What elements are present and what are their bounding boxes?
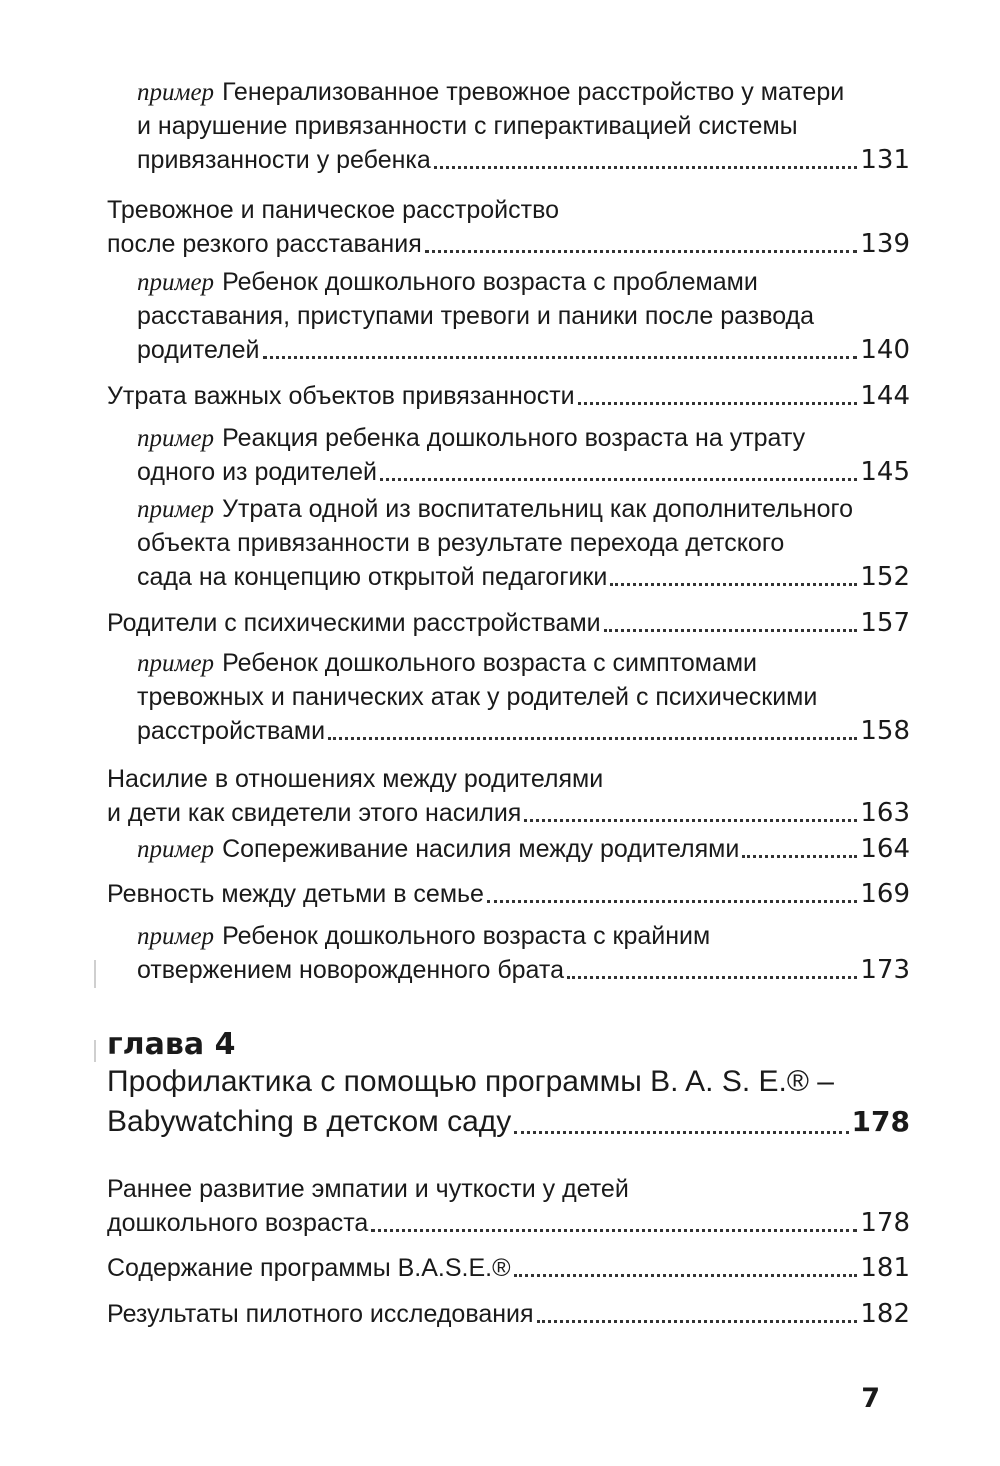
toc-entry-last-line xyxy=(137,832,910,866)
toc-entry-last-line xyxy=(107,1251,910,1285)
toc-page-number: 144 xyxy=(860,381,910,411)
chapter-title xyxy=(107,1062,910,1142)
toc-entry-text: одного из родителей xyxy=(137,458,377,486)
toc-entry-text: Реакция ребенка дошкольного возраста на утрату xyxy=(222,424,806,452)
toc-entry-last-line xyxy=(137,455,910,489)
toc-entry-last-line xyxy=(107,877,910,911)
page-number: 7 xyxy=(861,1383,880,1414)
toc-entry-last-line xyxy=(137,143,910,177)
toc-entry-text: Родители с психическими расстройствами xyxy=(107,609,601,637)
toc-page-number: 152 xyxy=(860,562,910,592)
toc-page-number: 173 xyxy=(860,955,910,985)
toc-entry-last-line xyxy=(107,796,910,830)
toc-example-entry xyxy=(137,492,910,594)
toc-entry-text: после резкого расставания xyxy=(107,230,422,258)
toc-example-entry xyxy=(137,421,910,489)
toc-entry-text: Утрата одной из воспитательниц как дополнительного xyxy=(222,495,853,523)
toc-entry-line xyxy=(137,75,910,109)
toc-entry-line: Тревожное и паническое расстройство xyxy=(107,196,559,224)
chapter-title-line: Профилактика с помощью программы B. A. S. E.® – xyxy=(107,1065,834,1098)
toc-page-number: 178 xyxy=(860,1208,910,1238)
toc-entry-text: Ревность между детьми в семье xyxy=(107,880,484,908)
dot-leader xyxy=(380,478,857,481)
toc-entry-line xyxy=(137,919,910,953)
toc-entry-last-line xyxy=(107,1206,910,1240)
toc-entry-text: Утрата важных объектов привязанности xyxy=(107,382,575,410)
toc-entry-line: Насилие в отношениях между родителями xyxy=(107,765,604,793)
toc-page-number: 181 xyxy=(860,1253,910,1283)
dot-leader xyxy=(434,166,858,169)
toc-entry-last-line xyxy=(137,953,910,987)
dot-leader xyxy=(371,1229,857,1232)
dot-leader xyxy=(604,629,858,632)
toc-section-entry xyxy=(107,193,910,261)
toc-page-number: 164 xyxy=(860,834,910,864)
toc-page-number: 139 xyxy=(860,229,910,259)
toc-entry-line: объекта привязанности в результате перехода детского xyxy=(137,529,785,557)
example-label: пример xyxy=(137,650,215,677)
example-label: пример xyxy=(137,496,215,523)
toc-page-number: 145 xyxy=(860,457,910,487)
toc-entry-line xyxy=(137,646,910,680)
example-label: пример xyxy=(137,836,215,863)
toc-entry-line: расставания, приступами тревоги и паники после развода xyxy=(137,302,815,330)
toc-entry-text xyxy=(137,832,739,867)
chapter-page-number: 178 xyxy=(851,1105,910,1138)
toc-page-number: 157 xyxy=(860,608,910,638)
toc-section-entry xyxy=(107,877,910,911)
example-label: пример xyxy=(137,269,215,296)
toc-entry-line: тревожных и панических атак у родителей с психическими xyxy=(137,683,818,711)
toc-entry-line xyxy=(137,265,910,299)
chapter-title-text: Babywatching в детском саду xyxy=(107,1105,512,1138)
toc-page-number: 140 xyxy=(860,335,910,365)
dot-leader xyxy=(524,819,857,822)
toc-section-entry xyxy=(107,1251,910,1285)
dot-leader xyxy=(514,1131,848,1134)
toc-entry-text: расстройствами xyxy=(137,717,326,745)
toc-example-entry xyxy=(137,75,910,177)
toc-entry-text: дошкольного возраста xyxy=(107,1209,369,1237)
toc-entry-line xyxy=(137,492,910,526)
toc-entry-last-line xyxy=(137,333,910,367)
toc-entry-text: Ребенок дошкольного возраста с симптомами xyxy=(222,649,758,677)
toc-section-entry xyxy=(107,379,910,413)
dot-leader xyxy=(742,855,857,858)
dot-leader xyxy=(487,900,857,903)
example-label: пример xyxy=(137,425,215,452)
toc-entry-text: Ребенок дошкольного возраста с проблемами xyxy=(222,268,758,296)
toc-section-entry xyxy=(107,1172,910,1240)
toc-entry-text: родителей xyxy=(137,336,260,364)
toc-entry-line: Раннее развитие эмпатии и чуткости у детей xyxy=(107,1175,629,1203)
toc-entry-line: и нарушение привязанности с гиперактивацией системы xyxy=(137,112,798,140)
toc-entry-text: отвержением новорожденного брата xyxy=(137,956,564,984)
toc-entry-text: Сопереживание насилия между родителями xyxy=(222,835,740,863)
toc-entry-last-line xyxy=(137,714,910,748)
dot-leader xyxy=(537,1320,858,1323)
toc-page-number: 182 xyxy=(860,1299,910,1329)
margin-scan-mark xyxy=(94,1040,96,1062)
toc-entry-text: привязанности у ребенка xyxy=(137,146,431,174)
toc-example-entry xyxy=(137,646,910,748)
toc-example-entry xyxy=(137,832,910,866)
toc-page-number: 163 xyxy=(860,798,910,828)
example-label: пример xyxy=(137,923,215,950)
toc-section-entry xyxy=(107,762,910,830)
dot-leader xyxy=(514,1274,858,1277)
chapter-label: глава 4 xyxy=(107,1027,236,1062)
dot-leader xyxy=(610,583,857,586)
dot-leader xyxy=(328,737,857,740)
example-label: пример xyxy=(137,79,215,106)
toc-entry-text: Генерализованное тревожное расстройство у матери xyxy=(222,78,845,106)
toc-page-number: 169 xyxy=(860,879,910,909)
dot-leader xyxy=(425,250,858,253)
toc-entry-text: и дети как свидетели этого насилия xyxy=(107,799,522,827)
dot-leader xyxy=(567,976,857,979)
chapter-title-last-line xyxy=(107,1102,910,1142)
toc-entry-text: Содержание программы B.A.S.E.® xyxy=(107,1254,511,1282)
toc-example-entry xyxy=(137,919,910,987)
toc-entry-last-line xyxy=(137,560,910,594)
toc-entry-last-line xyxy=(107,379,910,413)
margin-scan-mark xyxy=(94,960,96,988)
toc-entry-last-line xyxy=(107,227,910,261)
toc-page-number: 131 xyxy=(860,145,910,175)
toc-page-number: 158 xyxy=(860,716,910,746)
toc-entry-text: Результаты пилотного исследования xyxy=(107,1300,534,1328)
toc-entry-last-line xyxy=(107,1297,910,1331)
toc-section-entry xyxy=(107,1297,910,1331)
toc-entry-last-line xyxy=(107,606,910,640)
toc-entry-text: Ребенок дошкольного возраста с крайним xyxy=(222,922,711,950)
toc-example-entry xyxy=(137,265,910,367)
toc-entry-text: сада на концепцию открытой педагогики xyxy=(137,563,608,591)
dot-leader xyxy=(263,356,858,359)
toc-section-entry xyxy=(107,606,910,640)
dot-leader xyxy=(578,402,858,405)
toc-entry-line xyxy=(137,421,910,455)
